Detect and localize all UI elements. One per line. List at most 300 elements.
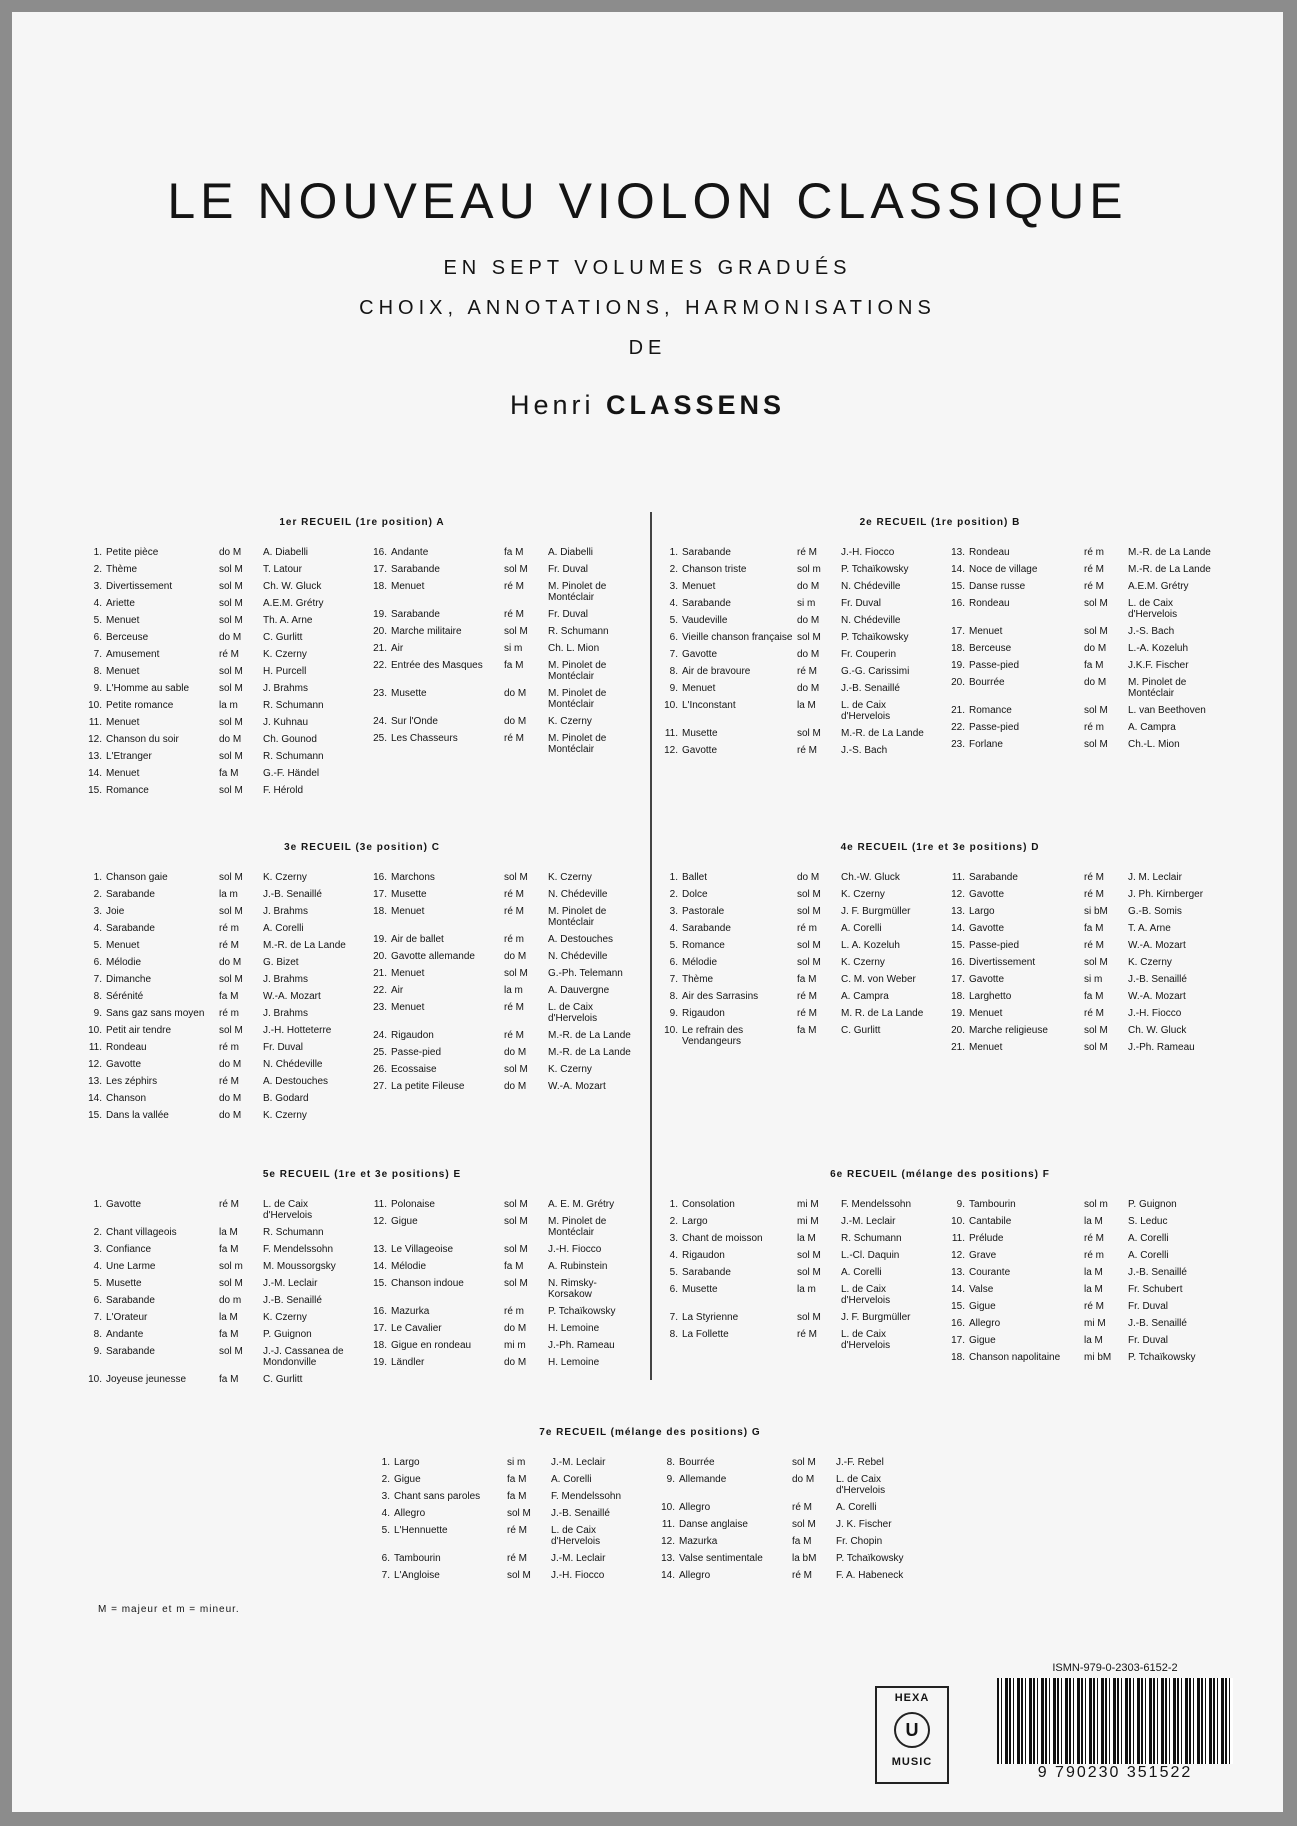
- piece-entry: [86, 940, 353, 952]
- piece-composer: J.-Ph. Rameau: [1128, 1041, 1195, 1053]
- piece-entry: [371, 688, 638, 711]
- piece-entry: [371, 660, 638, 683]
- piece-title: Dimanche: [106, 973, 152, 985]
- piece-composer: J.-B. Senaillé: [1128, 1317, 1187, 1329]
- piece-key: sol M: [219, 580, 243, 592]
- piece-entry: [86, 1025, 353, 1037]
- piece-key: sol M: [504, 1063, 528, 1075]
- piece-entry: [371, 1030, 638, 1042]
- section-columns: [662, 872, 1218, 1059]
- piece-title: Noce de village: [969, 563, 1038, 575]
- piece-title: Gavotte: [969, 922, 1005, 934]
- piece-number: 7.: [669, 648, 678, 660]
- piece-key: la m: [504, 984, 523, 996]
- piece-key: do M: [219, 956, 242, 968]
- logo-bottom-text: MUSIC: [891, 1756, 933, 1768]
- piece-title: Sarabande: [391, 563, 440, 575]
- piece-title: Menuet: [106, 614, 140, 626]
- piece-composer: J.-B. Senaillé: [551, 1507, 610, 1519]
- piece-number: 2.: [669, 888, 678, 900]
- piece-key: sol M: [504, 1243, 528, 1255]
- piece-title: Petite romance: [106, 699, 174, 711]
- piece-key: ré M: [1084, 1300, 1104, 1312]
- piece-title: Sans gaz sans moyen: [106, 1007, 205, 1019]
- publisher-logo: [875, 1686, 949, 1784]
- piece-title: Divertissement: [969, 956, 1036, 968]
- section-column-left: [374, 1457, 641, 1587]
- piece-composer: A. Campra: [1128, 721, 1176, 733]
- piece-number: 13.: [373, 1243, 387, 1255]
- footnote: M = majeur et m = mineur.: [98, 1604, 240, 1615]
- piece-composer: J.-M. Leclair: [263, 1277, 318, 1289]
- piece-composer: L. de Caix d'Hervelois: [263, 1198, 313, 1221]
- piece-number: 10.: [88, 699, 102, 711]
- piece-entry: [86, 1295, 353, 1307]
- piece-key: sol M: [219, 905, 243, 917]
- piece-composer: F. Hérold: [263, 784, 304, 796]
- piece-entry: [662, 889, 931, 901]
- piece-key: la M: [1084, 1266, 1103, 1278]
- piece-key: sol M: [797, 905, 821, 917]
- piece-title: Rigaudon: [391, 1029, 434, 1041]
- piece-composer: A. Corelli: [263, 922, 304, 934]
- piece-number: 6.: [93, 1294, 102, 1306]
- piece-number: 12.: [661, 1535, 675, 1547]
- piece-entry: [371, 934, 638, 946]
- piece-entry: [662, 1329, 931, 1352]
- piece-key: la m: [797, 1283, 816, 1295]
- section-column-right: [949, 547, 1218, 762]
- piece-title: Prélude: [969, 1232, 1004, 1244]
- piece-number: 5.: [669, 614, 678, 626]
- piece-composer: J.-B. Senaillé: [263, 1294, 322, 1306]
- piece-key: sol M: [1084, 1024, 1108, 1036]
- piece-title: Chant sans paroles: [394, 1490, 481, 1502]
- piece-number: 23.: [951, 738, 965, 750]
- piece-number: 2.: [93, 563, 102, 575]
- piece-title: Entrée des Masques: [391, 659, 483, 671]
- piece-number: 23.: [373, 687, 387, 699]
- piece-number: 9.: [669, 682, 678, 694]
- piece-key: ré M: [219, 1075, 239, 1087]
- piece-entry: [949, 1267, 1218, 1279]
- section-title: 6e RECUEIL (mélange des positions) F: [830, 1169, 1050, 1180]
- piece-number: 22.: [373, 659, 387, 671]
- piece-composer: J. F. Burgmüller: [841, 905, 911, 917]
- piece-number: 14.: [951, 1283, 965, 1295]
- piece-entry: [86, 1244, 353, 1256]
- piece-title: Marche militaire: [391, 625, 462, 637]
- piece-composer: Ch. W. Gluck: [1128, 1024, 1187, 1036]
- piece-composer: M.-R. de La Lande: [1128, 546, 1211, 558]
- piece-entry: [371, 564, 638, 576]
- piece-number: 11.: [951, 871, 965, 883]
- piece-number: 10.: [664, 699, 678, 711]
- piece-key: sol M: [219, 973, 243, 985]
- piece-entry: [949, 643, 1218, 655]
- piece-key: fa M: [507, 1490, 527, 1502]
- piece-title: Air de ballet: [391, 933, 444, 945]
- piece-number: 5.: [93, 1277, 102, 1289]
- recueil-section: [374, 1427, 926, 1587]
- subtitle-choices: CHOIX, ANNOTATIONS, HARMONISATIONS: [359, 297, 936, 319]
- piece-title: Joie: [106, 905, 125, 917]
- piece-entry: [662, 940, 931, 952]
- piece-key: la M: [219, 1226, 238, 1238]
- piece-number: 15.: [373, 1277, 387, 1289]
- piece-title: Romance: [106, 784, 149, 796]
- subtitle-volumes: EN SEPT VOLUMES GRADUÉS: [443, 257, 852, 279]
- piece-title: Passe-pied: [969, 721, 1020, 733]
- piece-key: sol M: [797, 727, 821, 739]
- piece-key: do M: [219, 1058, 242, 1070]
- piece-title: Courante: [969, 1266, 1011, 1278]
- piece-key: ré M: [797, 744, 817, 756]
- piece-title: Gigue: [969, 1300, 996, 1312]
- piece-number: 18.: [373, 905, 387, 917]
- piece-key: fa M: [504, 546, 524, 558]
- piece-number: 6.: [669, 1283, 678, 1295]
- piece-composer: Fr. Couperin: [841, 648, 897, 660]
- piece-entry: [86, 1042, 353, 1054]
- section-column-left: [662, 872, 931, 1059]
- piece-composer: A. Corelli: [841, 922, 882, 934]
- piece-entry: [371, 951, 638, 963]
- piece-number: 22.: [373, 984, 387, 996]
- piece-key: fa M: [507, 1473, 527, 1485]
- piece-entry: [86, 1329, 353, 1341]
- piece-composer: J.-H. Fiocco: [1128, 1007, 1182, 1019]
- piece-composer: Fr. Duval: [548, 608, 589, 620]
- piece-key: sol M: [219, 682, 243, 694]
- piece-number: 7.: [381, 1569, 390, 1581]
- piece-title: Gigue: [394, 1473, 421, 1485]
- piece-number: 16.: [373, 871, 387, 883]
- piece-composer: J.-B. Senaillé: [841, 682, 900, 694]
- piece-composer: G.-F. Händel: [263, 767, 320, 779]
- piece-key: ré M: [504, 580, 524, 592]
- section-columns: [86, 547, 638, 802]
- piece-composer: J.-M. Leclair: [551, 1456, 606, 1468]
- piece-composer: N. Chédeville: [548, 888, 608, 900]
- piece-title: L'Inconstant: [682, 699, 736, 711]
- piece-number: 16.: [373, 1305, 387, 1317]
- piece-number: 24.: [373, 1029, 387, 1041]
- piece-key: mi M: [1084, 1317, 1106, 1329]
- piece-number: 22.: [951, 721, 965, 733]
- section-title: 5e RECUEIL (1re et 3e positions) E: [262, 1169, 462, 1180]
- piece-composer: G.-G. Carissimi: [841, 665, 910, 677]
- piece-title: Chant villageois: [106, 1226, 177, 1238]
- piece-key: sol M: [504, 1198, 528, 1210]
- piece-entry: [662, 1199, 931, 1211]
- piece-entry: [86, 581, 353, 593]
- piece-entry: [86, 1346, 353, 1369]
- piece-entry: [949, 1352, 1218, 1364]
- recueil-section: [662, 517, 1218, 762]
- piece-entry: [374, 1570, 641, 1582]
- piece-composer: Ch. W. Gluck: [263, 580, 322, 592]
- piece-entry: [662, 1267, 931, 1279]
- piece-key: fa M: [792, 1535, 812, 1547]
- piece-title: Mazurka: [391, 1305, 430, 1317]
- piece-number: 21.: [951, 1041, 965, 1053]
- piece-number: 21.: [373, 967, 387, 979]
- piece-number: 18.: [951, 1351, 965, 1363]
- piece-number: 13.: [88, 1075, 102, 1087]
- piece-entry: [371, 1002, 638, 1025]
- piece-entry: [371, 889, 638, 901]
- piece-entry: [86, 1093, 353, 1105]
- section-column-right: [949, 872, 1218, 1059]
- piece-number: 17.: [373, 563, 387, 575]
- section-title: 4e RECUEIL (1re et 3e positions) D: [840, 842, 1040, 853]
- piece-composer: P. Tchaïkowsky: [1128, 1351, 1196, 1363]
- page-title: LE NOUVEAU VIOLON CLASSIQUE: [167, 173, 1128, 229]
- piece-entry: [662, 547, 931, 559]
- piece-entry: [662, 1216, 931, 1228]
- piece-number: 10.: [88, 1373, 102, 1385]
- piece-key: sol M: [797, 1266, 821, 1278]
- piece-number: 12.: [88, 1058, 102, 1070]
- piece-composer: J.K.F. Fischer: [1128, 659, 1189, 671]
- piece-composer: P. Guignon: [1128, 1198, 1177, 1210]
- piece-entry: [371, 1081, 638, 1093]
- piece-entry: [949, 564, 1218, 576]
- piece-composer: C. Gurlitt: [263, 631, 303, 643]
- piece-key: sol M: [504, 563, 528, 575]
- piece-number: 12.: [373, 1215, 387, 1227]
- piece-entry: [86, 785, 353, 797]
- piece-key: do M: [1084, 676, 1107, 688]
- piece-key: ré M: [219, 939, 239, 951]
- piece-title: Valse sentimentale: [679, 1552, 763, 1564]
- piece-key: sol M: [792, 1518, 816, 1530]
- piece-composer: L.-A. Kozeluh: [1128, 642, 1189, 654]
- piece-entry: [662, 1312, 931, 1324]
- piece-composer: A. E. M. Grétry: [548, 1198, 615, 1210]
- piece-entry: [662, 991, 931, 1003]
- piece-number: 12.: [88, 733, 102, 745]
- piece-title: Musette: [106, 1277, 142, 1289]
- piece-title: Menuet: [106, 665, 140, 677]
- piece-entry: [371, 906, 638, 929]
- piece-key: ré M: [504, 608, 524, 620]
- section-column-right: [371, 872, 638, 1127]
- piece-key: ré M: [219, 648, 239, 660]
- piece-composer: W.-A. Mozart: [1128, 990, 1186, 1002]
- piece-entry: [949, 547, 1218, 559]
- piece-composer: H. Purcell: [263, 665, 307, 677]
- piece-key: sol M: [219, 597, 243, 609]
- barcode-bars: [997, 1678, 1233, 1764]
- piece-number: 21.: [373, 642, 387, 654]
- piece-key: ré M: [792, 1569, 812, 1581]
- piece-composer: S. Leduc: [1128, 1215, 1168, 1227]
- section-columns: [86, 1199, 638, 1391]
- piece-composer: N. Rimsky-Korsakow: [548, 1277, 597, 1300]
- piece-entry: [371, 1244, 638, 1256]
- piece-entry: [662, 564, 931, 576]
- piece-number: 5.: [381, 1524, 390, 1536]
- piece-entry: [86, 734, 353, 746]
- piece-composer: N. Chédeville: [548, 950, 608, 962]
- piece-entry: [374, 1508, 641, 1520]
- piece-number: 20.: [951, 676, 965, 688]
- piece-composer: A.E.M. Grétry: [1128, 580, 1189, 592]
- piece-title: Passe-pied: [969, 939, 1020, 951]
- piece-title: Danse anglaise: [679, 1518, 748, 1530]
- piece-key: sol M: [219, 750, 243, 762]
- piece-number: 19.: [951, 659, 965, 671]
- piece-number: 4.: [93, 1260, 102, 1272]
- piece-number: 1.: [669, 546, 678, 558]
- piece-title: Chanson triste: [682, 563, 747, 575]
- piece-key: sol M: [219, 614, 243, 626]
- piece-title: Rondeau: [106, 1041, 147, 1053]
- piece-composer: R. Schumann: [263, 750, 324, 762]
- piece-title: Ariette: [106, 597, 135, 609]
- piece-number: 9.: [93, 1345, 102, 1357]
- piece-number: 17.: [951, 625, 965, 637]
- piece-entry: [86, 1059, 353, 1071]
- piece-entry: [949, 677, 1218, 700]
- piece-title: Menuet: [391, 580, 425, 592]
- piece-entry: [371, 547, 638, 559]
- piece-number: 11.: [373, 1198, 387, 1210]
- piece-composer: M.-R. de La Lande: [841, 727, 924, 739]
- piece-key: ré M: [797, 665, 817, 677]
- piece-key: do m: [219, 1294, 242, 1306]
- piece-composer: J. F. Burgmüller: [841, 1311, 911, 1323]
- piece-key: la m: [219, 888, 238, 900]
- piece-entry: [371, 1199, 638, 1211]
- piece-key: do M: [504, 715, 527, 727]
- piece-entry: [949, 872, 1218, 884]
- piece-number: 20.: [373, 950, 387, 962]
- piece-entry: [371, 1278, 638, 1301]
- piece-composer: A. Destouches: [263, 1075, 329, 1087]
- piece-key: mi M: [797, 1215, 819, 1227]
- piece-entry: [662, 581, 931, 593]
- section-column-left: [86, 547, 353, 802]
- piece-number: 11.: [661, 1518, 675, 1530]
- piece-key: ré M: [219, 1198, 239, 1210]
- piece-composer: Ch. L. Mion: [548, 642, 600, 654]
- piece-key: fa M: [1084, 922, 1104, 934]
- piece-title: Le Cavalier: [391, 1322, 442, 1334]
- piece-number: 2.: [93, 888, 102, 900]
- piece-composer: L. de Caix d'Hervelois: [841, 699, 891, 722]
- piece-entry: [371, 716, 638, 728]
- piece-composer: Fr. Schubert: [1128, 1283, 1183, 1295]
- piece-entry: [86, 872, 353, 884]
- piece-entry: [86, 666, 353, 678]
- piece-key: si bM: [1084, 905, 1108, 917]
- section-column-left: [86, 872, 353, 1127]
- piece-number: 3.: [381, 1490, 390, 1502]
- piece-title: Menuet: [969, 1041, 1003, 1053]
- piece-composer: K. Czerny: [548, 871, 592, 883]
- piece-entry: [949, 940, 1218, 952]
- piece-composer: J.-B. Senaillé: [1128, 1266, 1187, 1278]
- piece-key: ré m: [219, 922, 239, 934]
- piece-composer: J.-B. Senaillé: [263, 888, 322, 900]
- piece-composer: F. A. Habeneck: [836, 1569, 904, 1581]
- piece-composer: K. Czerny: [548, 715, 592, 727]
- piece-composer: L. A. Kozeluh: [841, 939, 900, 951]
- piece-title: Sarabande: [969, 871, 1018, 883]
- piece-number: 6.: [93, 631, 102, 643]
- piece-key: ré M: [1084, 580, 1104, 592]
- piece-composer: Ch.-L. Mion: [1128, 738, 1180, 750]
- piece-number: 9.: [956, 1198, 965, 1210]
- piece-composer: W.-A. Mozart: [548, 1080, 606, 1092]
- piece-number: 16.: [951, 956, 965, 968]
- piece-composer: A. Rubinstein: [548, 1260, 608, 1272]
- piece-title: Menuet: [106, 767, 140, 779]
- piece-number: 11.: [664, 727, 678, 739]
- section-column-right: [371, 1199, 638, 1391]
- piece-entry: [371, 733, 638, 756]
- piece-key: do M: [504, 1322, 527, 1334]
- piece-composer: M. Pinolet de Montéclair: [548, 659, 607, 682]
- piece-title: Consolation: [682, 1198, 735, 1210]
- piece-composer: P. Tchaïkowsky: [841, 563, 909, 575]
- piece-number: 24.: [373, 715, 387, 727]
- section-column-left: [662, 547, 931, 762]
- piece-composer: J.-H. Fiocco: [548, 1243, 602, 1255]
- piece-title: Rondeau: [969, 546, 1010, 558]
- piece-entry: [374, 1525, 641, 1548]
- piece-composer: T. Latour: [263, 563, 302, 575]
- piece-number: 20.: [951, 1024, 965, 1036]
- piece-composer: M. Pinolet de Montéclair: [548, 1215, 607, 1238]
- piece-number: 13.: [951, 1266, 965, 1278]
- piece-composer: K. Czerny: [841, 956, 885, 968]
- piece-entry: [662, 745, 931, 757]
- piece-title: Menuet: [682, 580, 716, 592]
- piece-title: Passe-pied: [391, 1046, 442, 1058]
- section-column-left: [662, 1199, 931, 1369]
- piece-entry: [949, 660, 1218, 672]
- piece-key: sol M: [1084, 738, 1108, 750]
- piece-title: L'Angloise: [394, 1569, 440, 1581]
- piece-entry: [374, 1553, 641, 1565]
- piece-key: fa M: [219, 1243, 239, 1255]
- piece-number: 13.: [88, 750, 102, 762]
- piece-number: 14.: [661, 1569, 675, 1581]
- section-column-right: [659, 1457, 926, 1587]
- piece-composer: M. Pinolet de Montéclair: [1128, 676, 1187, 699]
- piece-composer: Ch. Gounod: [263, 733, 317, 745]
- piece-title: Berceuse: [106, 631, 149, 643]
- piece-number: 6.: [669, 631, 678, 643]
- piece-title: Sarabande: [682, 1266, 731, 1278]
- piece-title: Largo: [394, 1456, 420, 1468]
- piece-key: ré M: [792, 1501, 812, 1513]
- piece-composer: K. Czerny: [263, 648, 307, 660]
- piece-entry: [371, 581, 638, 604]
- piece-key: sol M: [1084, 956, 1108, 968]
- piece-key: do M: [504, 1046, 527, 1058]
- piece-composer: C. Gurlitt: [841, 1024, 881, 1036]
- piece-key: sol m: [1084, 1198, 1108, 1210]
- piece-number: 4.: [669, 597, 678, 609]
- piece-title: Bourrée: [969, 676, 1005, 688]
- piece-key: ré m: [1084, 546, 1104, 558]
- piece-title: Gavotte: [969, 888, 1005, 900]
